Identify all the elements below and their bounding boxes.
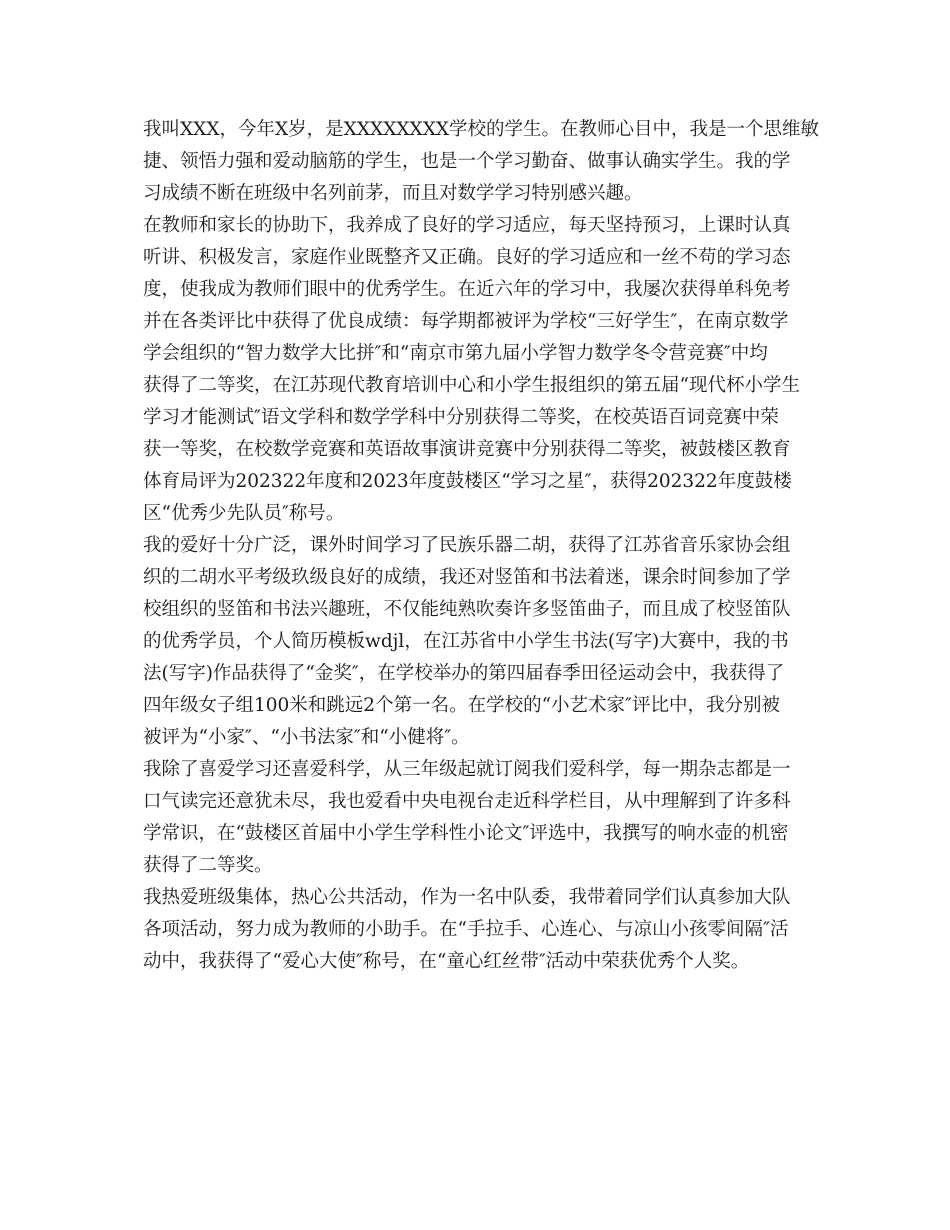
text-line: 法(写字)作品获得了“金奖″，在学校举办的第四届春季田径运动会中，我获得了 [143,663,785,684]
text-line: 习成绩不断在班级中名列前茅，而且对数学学习特别感兴趣。 [143,183,643,204]
text-line: 织的二胡水平考级玖级良好的成绩，我还对竖笛和书法着迷，课余时间参加了学 [143,567,791,588]
paragraph-study-habits [143,210,807,530]
text-line: 我叫XXX，今年X岁，是XXXXXXXX学校的学生。在教师心目中，我是一个思维敏 [143,119,820,140]
text-line: 获得了二等奖。 [143,855,273,876]
text-line: 学常识，在“鼓楼区首届中小学生学科性小论文″评选中，我撰写的响水壶的机密 [143,823,789,844]
text-line: 学习才能测试″语文学科和数学学科中分别获得二等奖，在校英语百词竞赛中荣 [143,407,779,428]
text-line: 在教师和家长的协助下，我养成了良好的学习适应，每天坚持预习，上课时认真 [143,215,791,236]
text-line: 获一等奖，在校数学竞赛和英语故事演讲竞赛中分别获得二等奖，被鼓楼区教育 [143,439,791,460]
text-line: 我热爱班级集体，热心公共活动，作为一名中队委，我带着同学们认真参加大队 [143,887,791,908]
paragraph-science [143,754,807,882]
text-line: 捷、领悟力强和爱动脑筋的学生，也是一个学习勤奋、做事认确实学生。我的学 [143,151,791,172]
text-line: 体育局评为202322年度和2023年度鼓楼区“学习之星″，获得202322年度鼓楼 [143,471,792,492]
paragraph-class-activities [143,882,807,978]
text-line: 学会组织的“智力数学大比拼″和“南京市第九届小学智力数学冬令营竞赛″中均 [143,343,768,364]
text-line: 被评为“小家″、“小书法家″和“小健将″。 [143,727,470,748]
text-line: 度，使我成为教师们眼中的优秀学生。在近六年的学习中，我屡次获得单科免考 [143,279,791,300]
text-line: 口气读完还意犹未尽，我也爱看中央电视台走近科学栏目，从中理解到了许多科 [143,791,791,812]
text-line: 动中，我获得了“爱心大使″称号，在“童心红丝带″活动中荣获优秀个人奖。 [143,951,750,972]
text-line: 各项活动，努力成为教师的小助手。在“手拉手、心连心、与凉山小孩零间隔″活 [143,919,789,940]
paragraph-hobbies [143,530,807,754]
text-line: 区“优秀少先队员″称号。 [143,503,345,524]
text-line: 并在各类评比中获得了优良成绩：每学期都被评为学校“三好学生″，在南京数学 [143,311,789,332]
text-line: 我的爱好十分广泛，课外时间学习了民族乐器二胡，获得了江苏省音乐家协会组 [143,535,791,556]
text-line: 听讲、积极发言，家庭作业既整齐又正确。良好的学习适应和一丝不苟的学习态 [143,247,791,268]
text-line: 校组织的竖笛和书法兴趣班，不仅能纯熟吹奏许多竖笛曲子，而且成了校竖笛队 [143,599,791,620]
text-line: 我除了喜爱学习还喜爱科学，从三年级起就订阅我们爱科学，每一期杂志都是一 [143,759,791,780]
paragraph-intro [143,114,820,210]
text-line: 的优秀学员，个人简历模板wdjl，在江苏省中小学生书法(写字)大赛中，我的书 [143,631,789,652]
text-line: 四年级女子组100米和跳远2个第一名。在学校的“小艺术家″评比中，我分别被 [143,695,780,716]
document-body [143,114,820,978]
text-line: 获得了二等奖，在江苏现代教育培训中心和小学生报组织的第五届“现代杯小学生 [143,375,800,396]
